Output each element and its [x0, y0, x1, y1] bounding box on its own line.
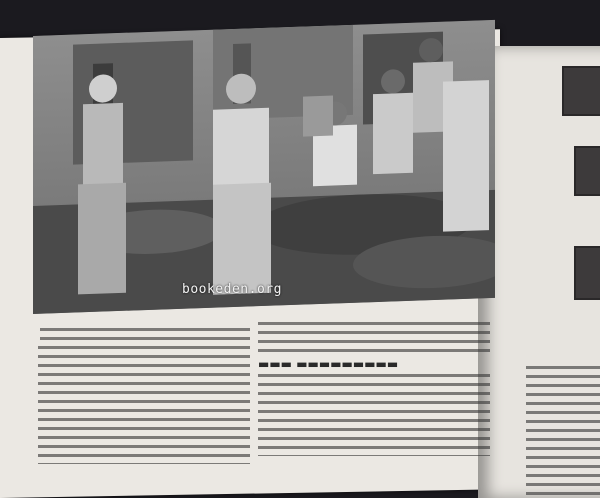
left-body-text [38, 346, 250, 464]
caption-text [40, 328, 250, 344]
right-page [478, 46, 600, 498]
right-thumbnail-3 [574, 246, 600, 300]
right-top-text [258, 322, 490, 352]
right-thumbnail-1 [562, 66, 600, 116]
photo-icon [33, 20, 495, 314]
archival-photograph [33, 20, 495, 314]
right-body-text [258, 374, 490, 456]
right-thumbnail-2 [574, 146, 600, 196]
right-text-column [526, 366, 600, 496]
section-heading: ▬▬▬ ▬▬▬▬▬▬▬▬▬ [258, 357, 399, 371]
watermark-text: bookeden.org [182, 282, 282, 297]
